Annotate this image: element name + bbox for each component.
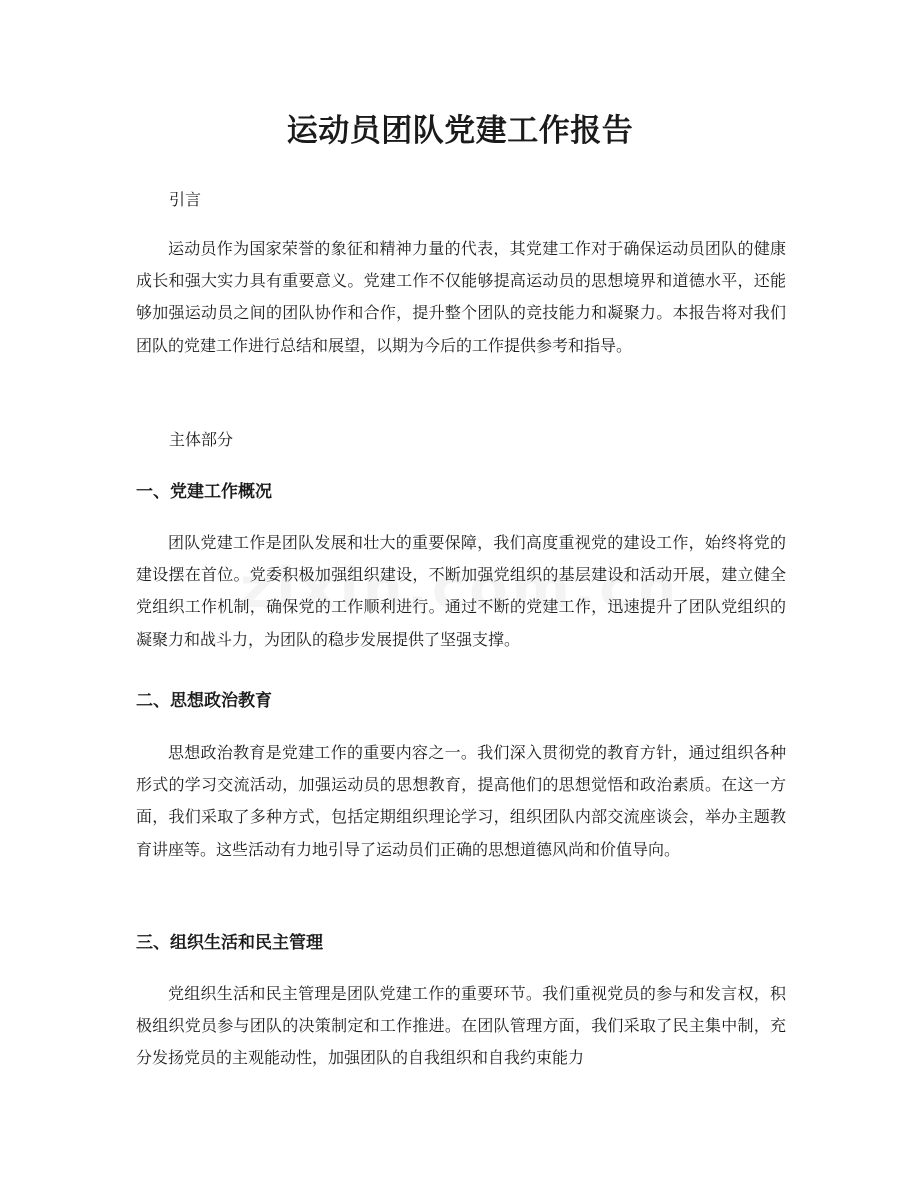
section-paragraph-organization: 党组织生活和民主管理是团队党建工作的重要环节。我们重视党员的参与和发言权，积极组织党员参与团队的决策制定和工作推进。在团队管理方面，我们采取了民主集中制，充分发扬党员的主观能动性，加强团队的自我组织和自我约束能力: [136, 984, 786, 1068]
intro-label: 引言: [169, 190, 202, 209]
section-paragraph-education: 思想政治教育是党建工作的重要内容之一。我们深入贯彻党的教育方针，通过组织各种形式的学习交流活动，加强运动员的思想教育，提高他们的思想觉悟和政治素质。在这一方面，我们采取了多种方式，包括定期组织理论学习，组织团队内部交流座谈会，举办主题教育讲座等。这些活动有力地引导了运动员们正确的思想道德风尚和价值导向。: [136, 743, 786, 859]
document-title: 运动员团队党建工作报告: [286, 113, 634, 149]
section-paragraph-overview: 团队党建工作是团队发展和壮大的重要保障，我们高度重视党的建设工作，始终将党的建设摆在首位。党委积极加强组织建设，不断加强党组织的基层建设和活动开展，建立健全党组织工作机制，确保党的工作顺利进行。通过不断的党建工作，迅速提升了团队党组织的凝聚力和战斗力，为团队的稳步发展提供了坚强支撑。: [136, 533, 786, 649]
section-heading-overview: 一、党建工作概况: [136, 482, 272, 502]
intro-paragraph: 运动员作为国家荣誉的象征和精神力量的代表，其党建工作对于确保运动员团队的健康成长和强大实力具有重要意义。党建工作不仅能够提高运动员的思想境界和道德水平，还能够加强运动员之间的团队协作和合作，提升整个团队的竞技能力和凝聚力。本报告将对我们团队的党建工作进行总结和展望，以期为今后的工作提供参考和指导。: [136, 239, 786, 355]
section-heading-organization: 三、组织生活和民主管理: [136, 933, 323, 953]
body-label: 主体部分: [169, 430, 234, 449]
section-heading-education: 二、思想政治教育: [136, 691, 272, 711]
